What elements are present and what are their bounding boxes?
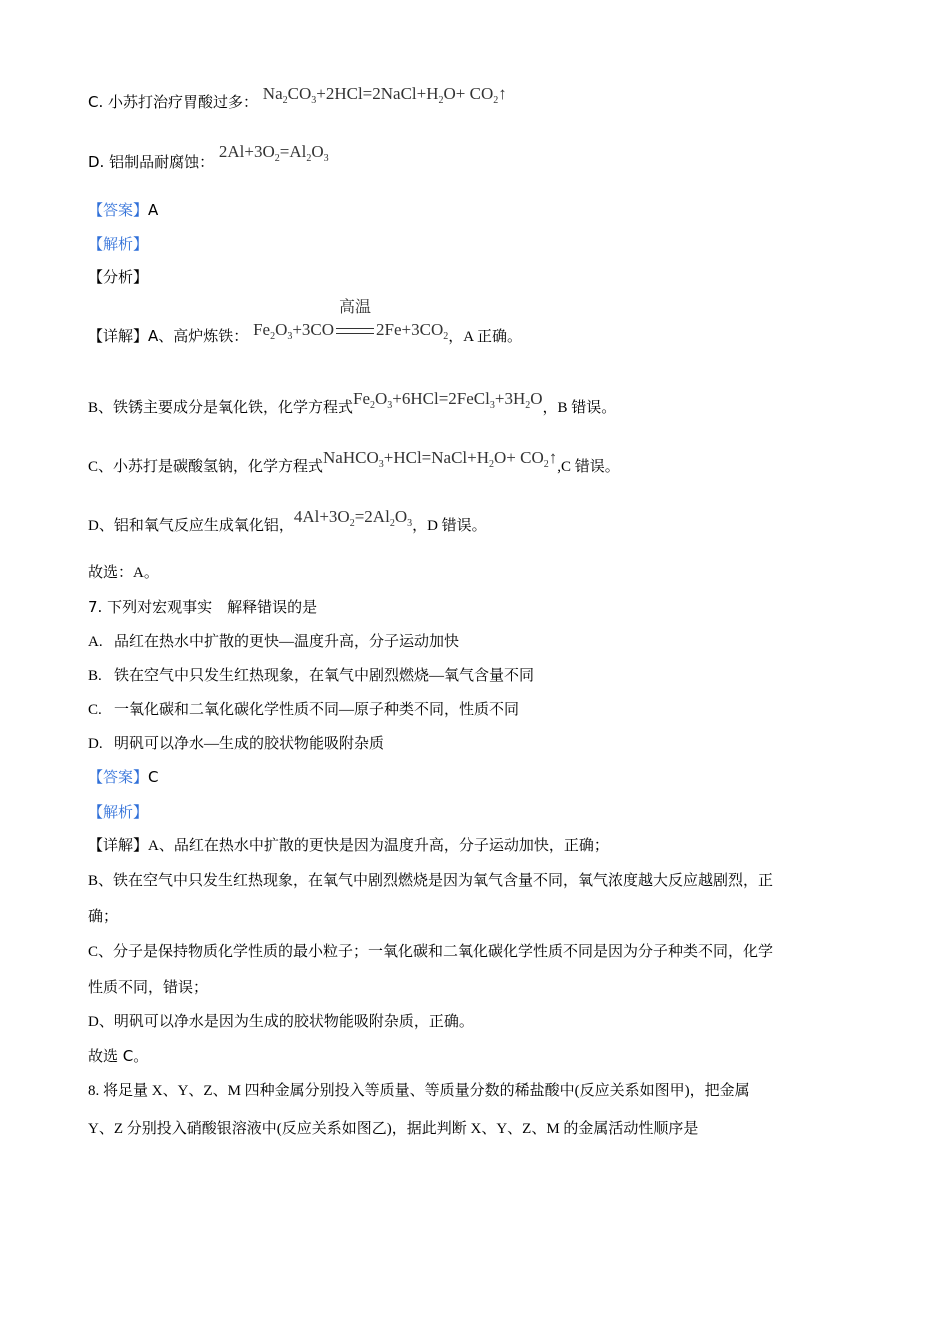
detail-c-line-q6	[88, 448, 620, 483]
reaction-condition	[336, 299, 374, 340]
q7-option-a-label: A.	[88, 634, 103, 650]
detail-d-suffix: ，D 错误。	[412, 518, 487, 534]
condition-text: 高温	[339, 299, 372, 316]
detail-c-line-1-q7: C、分子是保持物质化学性质的最小粒子；一氧化碳和二氧化碳化学性质不同是因为分子种类不同，化学	[88, 944, 774, 960]
detail-c-prefix: C、小苏打是碳酸氢钠，化学方程式	[88, 459, 324, 475]
detail-a-suffix: ，A 正确。	[448, 329, 523, 345]
q7-option-c	[88, 700, 519, 720]
option-d-line	[88, 142, 329, 179]
detail-b-prefix: B、铁锈主要成分是氧化铁，化学方程式	[88, 400, 354, 416]
option-d-label: D. 铝制品耐腐蚀：	[88, 153, 215, 171]
q7-option-d	[88, 734, 384, 754]
answer-line-q6	[88, 200, 158, 220]
detail-a-line-q7	[88, 836, 609, 856]
detail-b-line-q6	[88, 389, 617, 424]
equation-d: $2Al+3O_2=Al_2O_3$	[218, 142, 329, 164]
equation-detail-c: $NaHCO_3+HCl=NaCl+H_2O+$ $CO_2↑$	[323, 448, 558, 470]
question-8-stem-line-2: Y、Z 分别投入硝酸银溶液中(反应关系如图乙)，据此判断 X、Y、Z、M 的金属活动性顺序是	[88, 1121, 699, 1137]
detail-tag: 【详解】	[88, 327, 149, 345]
q7-option-c-label: C.	[88, 702, 102, 718]
equation-c: $Na_2CO_3+2HCl=2NaCl+H_2O+$ $CO_2↑$	[262, 84, 507, 106]
q7-option-a	[88, 632, 459, 652]
question-8-stem-line-1: 8. 将足量 X、Y、Z、M 四种金属分别投入等质量、等质量分数的稀盐酸中(反应关系如图甲)，把金属	[88, 1083, 750, 1099]
detail-b-line-2-q7: 确；	[88, 909, 119, 925]
answer-value: A	[148, 201, 159, 219]
equation-detail-d: $4Al+3O_2=2Al_2O_3$	[293, 507, 413, 529]
detail-c-line-2-q7: 性质不同，错误；	[88, 980, 209, 996]
q7-option-a-text: 品红在热水中扩散的更快—温度升高，分子运动加快	[114, 634, 460, 650]
answer-tag: 【答案】	[88, 768, 149, 786]
detail-d-line-q6	[88, 507, 487, 542]
conclusion-q7: 故选 C。	[88, 1047, 149, 1065]
conclusion-q6: 故选：A。	[88, 565, 159, 581]
q7-option-d-text: 明矾可以净水—生成的胶状物能吸附杂质	[114, 736, 385, 752]
q7-option-b	[88, 666, 534, 686]
q7-option-d-label: D.	[88, 736, 103, 752]
answer-line-q7	[88, 767, 159, 787]
question-7-stem: 7. 下列对宏观事实 解释错误的是	[88, 598, 318, 616]
analysis-tag-q7: 【解析】	[88, 803, 149, 821]
detail-d-prefix: D、铝和氧气反应生成氧化铝，	[88, 518, 294, 534]
answer-value: C	[148, 768, 159, 786]
option-c-line	[88, 84, 507, 119]
detail-b-suffix: ，B 错误。	[542, 400, 617, 416]
q7-option-c-text: 一氧化碳和二氧化碳化学性质不同—原子种类不同，性质不同	[114, 702, 520, 718]
analysis-tag-q6: 【解析】	[88, 235, 149, 253]
answer-tag: 【答案】	[88, 201, 149, 219]
fenxi-tag: 【分析】	[88, 268, 149, 286]
detail-a-prefix: A、高炉炼铁：	[148, 327, 249, 345]
detail-b-line-1-q7: B、铁在空气中只发生红热现象，在氧气中剧烈燃烧是因为氧气含量不同，氧气浓度越大反应越剧烈，正	[88, 873, 774, 889]
detail-c-suffix: ,C 错误。	[557, 459, 620, 475]
option-c-label: C. 小苏打治疗胃酸过多：	[88, 93, 259, 111]
equation-detail-b: $Fe_2O_3+6HCl=2FeCl_3+3H_2O$	[353, 389, 543, 411]
q7-option-b-text: 铁在空气中只发生红热现象，在氧气中剧烈燃烧—氧气含量不同	[114, 668, 535, 684]
equation-detail-a: $Fe_2O_3+3CO$ 高温 $2Fe+3CO_2$	[253, 299, 449, 342]
detail-a-line-q6	[88, 299, 523, 353]
detail-d-line-q7: D、明矾可以净水是因为生成的胶状物能吸附杂质，正确。	[88, 1014, 474, 1030]
detail-tag: 【详解】	[88, 838, 149, 854]
detail-a-text: A、品红在热水中扩散的更快是因为温度升高，分子运动加快，正确；	[148, 838, 609, 854]
q7-option-b-label: B.	[88, 668, 102, 684]
